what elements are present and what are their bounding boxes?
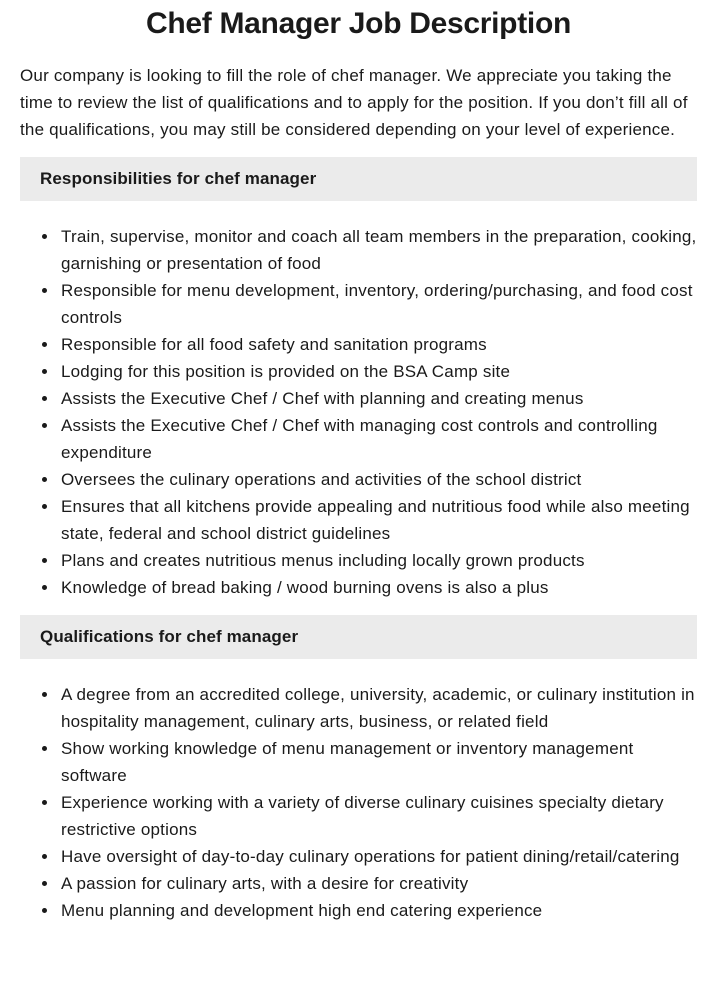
list-item: Train, supervise, monitor and coach all team members in the preparation, cooking, garnishing or presentation of food — [61, 223, 697, 277]
list-item: A degree from an accredited college, university, academic, or culinary institution in hospitality management, culinary arts, business, or related field — [61, 681, 697, 735]
list-item: A passion for culinary arts, with a desire for creativity — [61, 870, 697, 897]
list-item: Assists the Executive Chef / Chef with managing cost controls and controlling expenditure — [61, 412, 697, 466]
section-list — [20, 223, 697, 601]
list-item: Plans and creates nutritious menus including locally grown products — [61, 547, 697, 574]
list-item: Lodging for this position is provided on the BSA Camp site — [61, 358, 697, 385]
section-list — [20, 681, 697, 924]
list-item: Knowledge of bread baking / wood burning ovens is also a plus — [61, 574, 697, 601]
list-item: Assists the Executive Chef / Chef with planning and creating menus — [61, 385, 697, 412]
list-item: Have oversight of day-to-day culinary operations for patient dining/retail/catering — [61, 843, 697, 870]
list-item: Ensures that all kitchens provide appealing and nutritious food while also meeting state, federal and school district guidelines — [61, 493, 697, 547]
sections-container — [20, 157, 697, 924]
list-item: Show working knowledge of menu management or inventory management software — [61, 735, 697, 789]
list-item: Menu planning and development high end catering experience — [61, 897, 697, 924]
list-item: Experience working with a variety of diverse culinary cuisines specialty dietary restrictive options — [61, 789, 697, 843]
section-heading: Responsibilities for chef manager — [20, 157, 697, 201]
list-item: Responsible for menu development, inventory, ordering/purchasing, and food cost controls — [61, 277, 697, 331]
list-item: Responsible for all food safety and sanitation programs — [61, 331, 697, 358]
list-item: Oversees the culinary operations and activities of the school district — [61, 466, 697, 493]
job-section — [20, 157, 697, 601]
page-title: Chef Manager Job Description — [145, 7, 571, 40]
intro-paragraph: Our company is looking to fill the role of chef manager. We appreciate you taking the time to review the list of qualifications and to apply for the position. If you don’t fill all of the qualifications, you may still be considered depending on your level of experience. — [20, 66, 688, 139]
section-heading: Qualifications for chef manager — [20, 615, 697, 659]
job-section — [20, 615, 697, 924]
